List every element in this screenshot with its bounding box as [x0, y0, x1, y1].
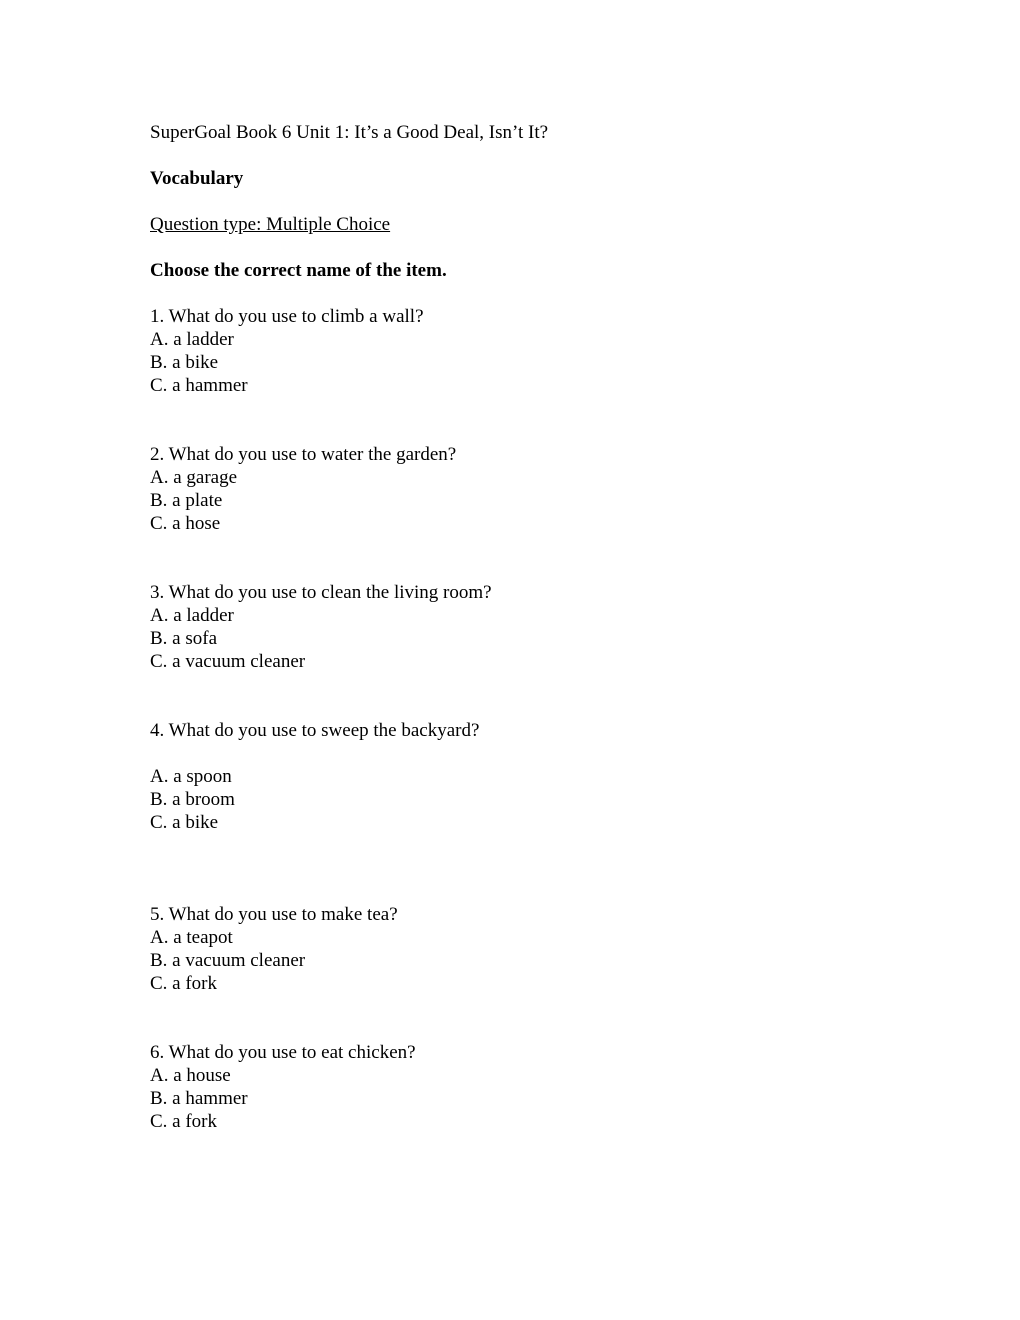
question-1-option-b: B. a bike	[150, 352, 219, 373]
question-4-option-a: A. a spoon	[150, 766, 232, 787]
question-6-prompt: 6. What do you use to eat chicken?	[150, 1042, 416, 1063]
section-heading: Vocabulary	[150, 168, 244, 189]
question-4-option-b: B. a broom	[150, 789, 235, 810]
question-5-option-a: A. a teapot	[150, 927, 233, 948]
question-3-option-a: A. a ladder	[150, 605, 234, 626]
instruction-text: Choose the correct name of the item.	[150, 260, 447, 281]
question-6-option-a: A. a house	[150, 1065, 231, 1086]
question-2-option-c: C. a hose	[150, 513, 221, 534]
question-1-option-c: C. a hammer	[150, 375, 248, 396]
document-title: SuperGoal Book 6 Unit 1: It’s a Good Deal, Isn’t It?	[150, 122, 549, 143]
question-3-prompt: 3. What do you use to clean the living room?	[150, 582, 492, 603]
question-6-option-c: C. a fork	[150, 1111, 218, 1132]
question-2-option-a: A. a garage	[150, 467, 238, 488]
question-5-prompt: 5. What do you use to make tea?	[150, 904, 398, 925]
question-type-label: Question type: Multiple Choice	[150, 214, 391, 235]
question-6-option-b: B. a hammer	[150, 1088, 248, 1109]
question-4-prompt: 4. What do you use to sweep the backyard?	[150, 720, 480, 741]
question-4-option-c: C. a bike	[150, 812, 219, 833]
question-3-option-b: B. a sofa	[150, 628, 218, 649]
question-3-option-c: C. a vacuum cleaner	[150, 651, 306, 672]
question-5-option-b: B. a vacuum cleaner	[150, 950, 306, 971]
question-1-prompt: 1. What do you use to climb a wall?	[150, 306, 424, 327]
question-2-prompt: 2. What do you use to water the garden?	[150, 444, 457, 465]
question-2-option-b: B. a plate	[150, 490, 223, 511]
question-1-option-a: A. a ladder	[150, 329, 234, 350]
question-5-option-c: C. a fork	[150, 973, 218, 994]
